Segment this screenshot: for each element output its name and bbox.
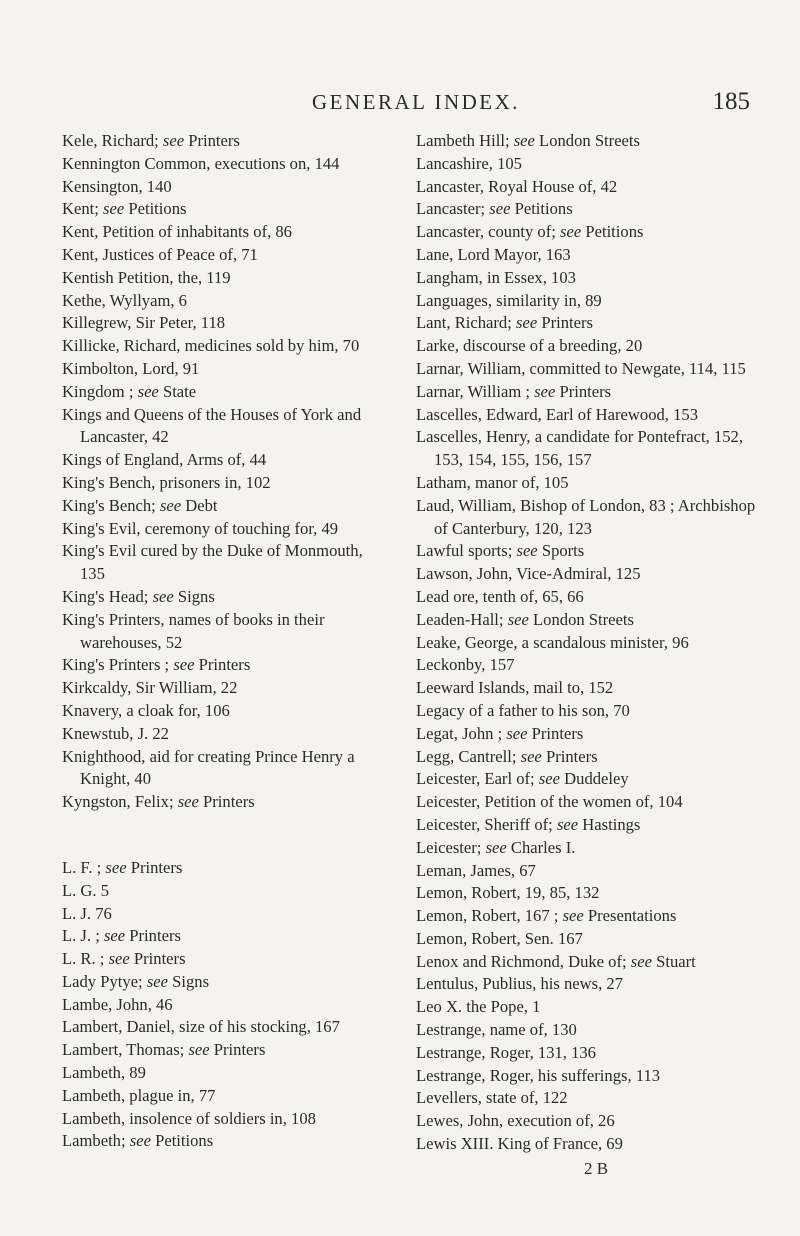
index-entry — [416, 973, 766, 996]
index-entry — [416, 495, 766, 541]
entry-text: Latham, manor of, 105 — [416, 472, 569, 492]
index-entry — [62, 609, 384, 655]
entry-text: King's Printers ; — [62, 655, 174, 675]
entry-text: Lawson, John, Vice-Admiral, 125 — [416, 564, 641, 584]
entry-text: Lancaster, county of; — [416, 222, 561, 242]
see-target: London Streets — [528, 609, 634, 629]
see-reference: see — [507, 609, 529, 629]
entry-text: Larke, discourse of a breeding, 20 — [416, 336, 643, 356]
index-entry — [416, 130, 766, 153]
entry-text: Kele, Richard; — [62, 131, 163, 150]
see-target: Printers — [527, 723, 584, 743]
entry-text: Leckonby, 157 — [416, 655, 515, 675]
entry-text: Lemon, Robert, 19, 85, 132 — [416, 883, 600, 903]
signature-mark: 2 B — [583, 1158, 609, 1178]
entry-text: Lestrange, Roger, 131, 136 — [416, 1042, 596, 1062]
entry-text: Kingdom ; — [62, 381, 138, 401]
see-reference: see — [103, 199, 125, 219]
entry-text: Lentulus, Publius, his news, 27 — [416, 974, 623, 994]
index-entry — [62, 925, 384, 948]
entry-text: L. G. 5 — [62, 880, 110, 900]
see-target: Printers — [126, 857, 183, 877]
entry-text: King's Evil, ceremony of touching for, 49 — [62, 518, 339, 538]
index-entry — [416, 1087, 766, 1110]
see-reference: see — [485, 837, 507, 857]
index-entry — [62, 1130, 384, 1153]
index-entry — [62, 948, 384, 971]
see-target: Signs — [173, 586, 215, 606]
index-section-k — [62, 130, 384, 814]
see-reference: see — [108, 949, 130, 969]
index-entry — [416, 1133, 766, 1156]
index-entry — [62, 495, 384, 518]
entry-text: Kensington, 140 — [62, 176, 172, 196]
index-entry — [62, 791, 384, 814]
entry-text: Lambeth, plague in, 77 — [62, 1085, 216, 1105]
entry-text: Kimbolton, Lord, 91 — [62, 358, 200, 378]
index-entry — [416, 1110, 766, 1133]
see-target: Printers — [198, 792, 255, 812]
see-reference: see — [506, 723, 528, 743]
entry-text: Kennington Common, executions on, 144 — [62, 153, 340, 173]
index-entry — [416, 837, 766, 860]
see-target: Signs — [168, 971, 210, 991]
entry-text: Legat, John ; — [416, 723, 507, 743]
entry-text: King's Evil cured by the Duke of Monmouth, 135 — [62, 541, 363, 584]
section-gap — [62, 814, 384, 857]
entry-text: Lambeth Hill; — [416, 131, 514, 150]
index-entry — [416, 426, 766, 472]
entry-text: Kent, Petition of inhabitants of, 86 — [62, 222, 292, 242]
entry-text: L. J. 76 — [62, 903, 112, 923]
entry-text: Knewstub, J. 22 — [62, 723, 169, 743]
entry-text: Killicke, Richard, medicines sold by him, 70 — [62, 336, 360, 356]
index-entry — [62, 472, 384, 495]
see-target: Printers — [129, 949, 186, 969]
entry-text: King's Printers, names of books in their warehouses, 52 — [62, 609, 325, 652]
entry-text: Leicester, Earl of; — [416, 769, 539, 789]
entry-text: Lascelles, Edward, Earl of Harewood, 153 — [416, 404, 698, 424]
entry-text: Lambert, Thomas; — [62, 1040, 189, 1060]
index-entry — [416, 153, 766, 176]
index-entry — [416, 540, 766, 563]
see-reference: see — [520, 746, 542, 766]
see-reference: see — [188, 1040, 210, 1060]
index-entry — [62, 586, 384, 609]
entry-text: Lascelles, Henry, a candidate for Pontefract, 152, 153, 154, 155, 156, 157 — [416, 427, 743, 470]
entry-text: Kyngston, Felix; — [62, 792, 178, 812]
index-entry — [62, 1085, 384, 1108]
index-entry — [416, 1065, 766, 1088]
index-entry — [62, 857, 384, 880]
entry-text: Leicester, Petition of the women of, 104 — [416, 792, 683, 812]
right-column — [416, 130, 766, 1181]
index-entry — [62, 153, 384, 176]
index-entry — [416, 244, 766, 267]
entry-text: Lawful sports; — [416, 541, 517, 561]
entry-text: L. F. ; — [62, 857, 106, 877]
index-entry — [416, 632, 766, 655]
index-entry — [62, 723, 384, 746]
see-target: Duddeley — [560, 769, 629, 789]
entry-text: Kent; — [62, 199, 104, 219]
index-entry — [416, 814, 766, 837]
index-entry — [416, 472, 766, 495]
index-entry — [62, 654, 384, 677]
entry-text: Lestrange, name of, 130 — [416, 1020, 577, 1040]
index-entry — [416, 791, 766, 814]
entry-text: Leo X. the Pope, 1 — [416, 997, 541, 1017]
index-entry — [62, 449, 384, 472]
see-reference: see — [630, 951, 652, 971]
entry-text: Lancaster, Royal House of, 42 — [416, 176, 618, 196]
entry-text: Lambert, Daniel, size of his stocking, 167 — [62, 1017, 340, 1037]
entry-text: Lestrange, Roger, his sufferings, 113 — [416, 1065, 661, 1085]
see-target: Petitions — [581, 222, 644, 242]
index-entry — [62, 381, 384, 404]
see-reference: see — [159, 495, 182, 515]
see-reference: see — [162, 131, 185, 150]
entry-text: Lane, Lord Mayor, 163 — [416, 244, 571, 264]
index-entry — [62, 176, 384, 199]
see-reference: see — [538, 769, 561, 789]
index-entry — [62, 1039, 384, 1062]
entry-text: Lead ore, tenth of, 65, 66 — [416, 586, 584, 606]
see-target: Printers — [194, 655, 251, 675]
see-target: Printers — [555, 381, 612, 401]
index-entry — [62, 335, 384, 358]
see-target: State — [158, 381, 197, 401]
index-entry — [62, 880, 384, 903]
entry-text: Lenox and Richmond, Duke of; — [416, 951, 631, 971]
index-entry — [62, 903, 384, 926]
index-entry — [416, 609, 766, 632]
index-entry — [62, 312, 384, 335]
see-reference: see — [516, 313, 538, 333]
see-target: Printers — [184, 131, 240, 150]
see-target: Printers — [541, 746, 598, 766]
see-reference: see — [489, 199, 511, 219]
entry-text: Killegrew, Sir Peter, 118 — [62, 313, 226, 333]
index-entry — [62, 540, 384, 586]
index-entry — [416, 928, 766, 951]
entry-text: Legg, Cantrell; — [416, 746, 521, 766]
see-target: Printers — [209, 1040, 266, 1060]
see-target: London Streets — [534, 131, 640, 150]
entry-text: Lemon, Robert, Sen. 167 — [416, 928, 583, 948]
see-reference: see — [103, 926, 126, 946]
entry-text: Lancashire, 105 — [416, 153, 522, 173]
index-entry — [416, 221, 766, 244]
see-reference: see — [177, 792, 199, 812]
entry-text: Kent, Justices of Peace of, 71 — [62, 244, 258, 264]
index-entry — [62, 1016, 384, 1039]
see-target: Presentations — [583, 906, 677, 926]
index-entry — [62, 1108, 384, 1131]
entry-text: King's Bench; — [62, 495, 160, 515]
entry-text: King's Head; — [62, 586, 153, 606]
see-reference: see — [513, 131, 535, 150]
index-entry — [62, 358, 384, 381]
index-entry — [62, 518, 384, 541]
entry-text: Levellers, state of, 122 — [416, 1088, 568, 1108]
see-reference: see — [516, 541, 538, 561]
index-entry — [416, 1042, 766, 1065]
see-reference: see — [105, 857, 127, 877]
entry-text: Langham, in Essex, 103 — [416, 267, 576, 287]
index-entry — [416, 654, 766, 677]
index-entry — [62, 994, 384, 1017]
index-entry — [416, 768, 766, 791]
see-reference: see — [129, 1131, 151, 1151]
index-entry — [416, 404, 766, 427]
index-entry — [62, 700, 384, 723]
index-entry — [62, 1062, 384, 1085]
index-entry — [416, 860, 766, 883]
entry-text: L. J. ; — [62, 926, 104, 946]
index-entry — [416, 700, 766, 723]
entry-text: Kings and Queens of the Houses of York and Lancaster, 42 — [62, 404, 362, 447]
entry-text: Kings of England, Arms of, 44 — [62, 450, 267, 470]
see-reference: see — [560, 222, 582, 242]
index-entry — [416, 905, 766, 928]
entry-text: Lewes, John, execution of, 26 — [416, 1111, 615, 1131]
page-title: GENERAL INDEX. — [312, 90, 521, 114]
index-entry — [416, 723, 766, 746]
entry-text: Laud, William, Bishop of London, 83 ; Archbishop of Canterbury, 120, 123 — [416, 495, 756, 538]
index-entry — [416, 882, 766, 905]
entry-text: Lemon, Robert, 167 ; — [416, 906, 563, 926]
entry-text: Larnar, William ; — [416, 381, 535, 401]
see-target: Charles I. — [506, 837, 576, 857]
index-entry — [416, 586, 766, 609]
see-target: Printers — [537, 313, 593, 333]
entry-text: Larnar, William, committed to Newgate, 114, 115 — [416, 358, 746, 378]
see-target: Hastings — [578, 814, 641, 834]
entry-text: Leake, George, a scandalous minister, 96 — [416, 632, 689, 652]
index-entry — [62, 746, 384, 792]
running-header — [0, 88, 800, 128]
see-reference: see — [556, 814, 579, 834]
entry-text: Lambeth; — [62, 1131, 130, 1151]
see-target: Printers — [125, 926, 181, 946]
see-target: Debt — [181, 495, 218, 515]
index-entry — [62, 971, 384, 994]
entry-text: Knavery, a cloak for, 106 — [62, 700, 230, 720]
entry-text: Lant, Richard; — [416, 313, 516, 333]
index-entry — [416, 1019, 766, 1042]
entry-text: Legacy of a father to his son, 70 — [416, 700, 630, 720]
index-entry — [416, 267, 766, 290]
index-entry — [416, 290, 766, 313]
index-entry — [62, 221, 384, 244]
see-reference: see — [562, 906, 584, 926]
see-target: Petitions — [510, 199, 573, 219]
left-column — [62, 130, 384, 1153]
index-entry — [416, 677, 766, 700]
index-entry — [416, 381, 766, 404]
see-target: Stuart — [651, 951, 696, 971]
index-entry — [416, 335, 766, 358]
see-reference: see — [173, 655, 195, 675]
index-section-l — [62, 857, 384, 1153]
entry-text: Lewis XIII. King of France, 69 — [416, 1134, 623, 1154]
entry-text: Lady Pytye; — [62, 971, 147, 991]
entry-text: Lambeth, 89 — [62, 1063, 146, 1083]
index-section-l-continued — [416, 130, 766, 1156]
entry-text: Lancaster; — [416, 199, 490, 219]
index-entry — [416, 951, 766, 974]
index-entry — [62, 677, 384, 700]
entry-text: Leman, James, 67 — [416, 860, 536, 880]
entry-text: Leicester; — [416, 837, 486, 857]
see-reference: see — [152, 586, 174, 606]
entry-text: Lambe, John, 46 — [62, 994, 173, 1014]
entry-text: Leicester, Sheriff of; — [416, 814, 557, 834]
index-entry — [62, 198, 384, 221]
see-reference: see — [137, 381, 159, 401]
entry-text: Lambeth, insolence of soldiers in, 108 — [62, 1108, 316, 1128]
entry-text: Kethe, Wyllyam, 6 — [62, 290, 187, 310]
index-entry — [416, 996, 766, 1019]
index-entry — [416, 746, 766, 769]
see-target: Petitions — [150, 1131, 214, 1151]
index-entry — [416, 312, 766, 335]
entry-text: Kentish Petition, the, 119 — [62, 267, 231, 287]
entry-text: Kirkcaldy, Sir William, 22 — [62, 678, 238, 698]
index-entry — [416, 563, 766, 586]
index-entry — [416, 176, 766, 199]
entry-text: Knighthood, aid for creating Prince Henry a Knight, 40 — [62, 746, 355, 789]
index-entry — [62, 267, 384, 290]
index-entry — [62, 244, 384, 267]
see-reference: see — [146, 971, 169, 991]
see-target: Sports — [537, 541, 585, 561]
entry-text: Languages, similarity in, 89 — [416, 290, 602, 310]
page-number: 185 — [712, 88, 750, 115]
entry-text: Leeward Islands, mail to, 152 — [416, 678, 614, 698]
entry-text: L. R. ; — [62, 949, 109, 969]
see-reference: see — [534, 381, 556, 401]
index-entry — [62, 130, 384, 153]
see-target: Petitions — [124, 199, 187, 219]
index-entry — [62, 290, 384, 313]
index-entry — [416, 358, 766, 381]
index-entry — [62, 404, 384, 450]
index-entry — [416, 198, 766, 221]
entry-text: King's Bench, prisoners in, 102 — [62, 472, 271, 492]
entry-text: Leaden-Hall; — [416, 609, 508, 629]
